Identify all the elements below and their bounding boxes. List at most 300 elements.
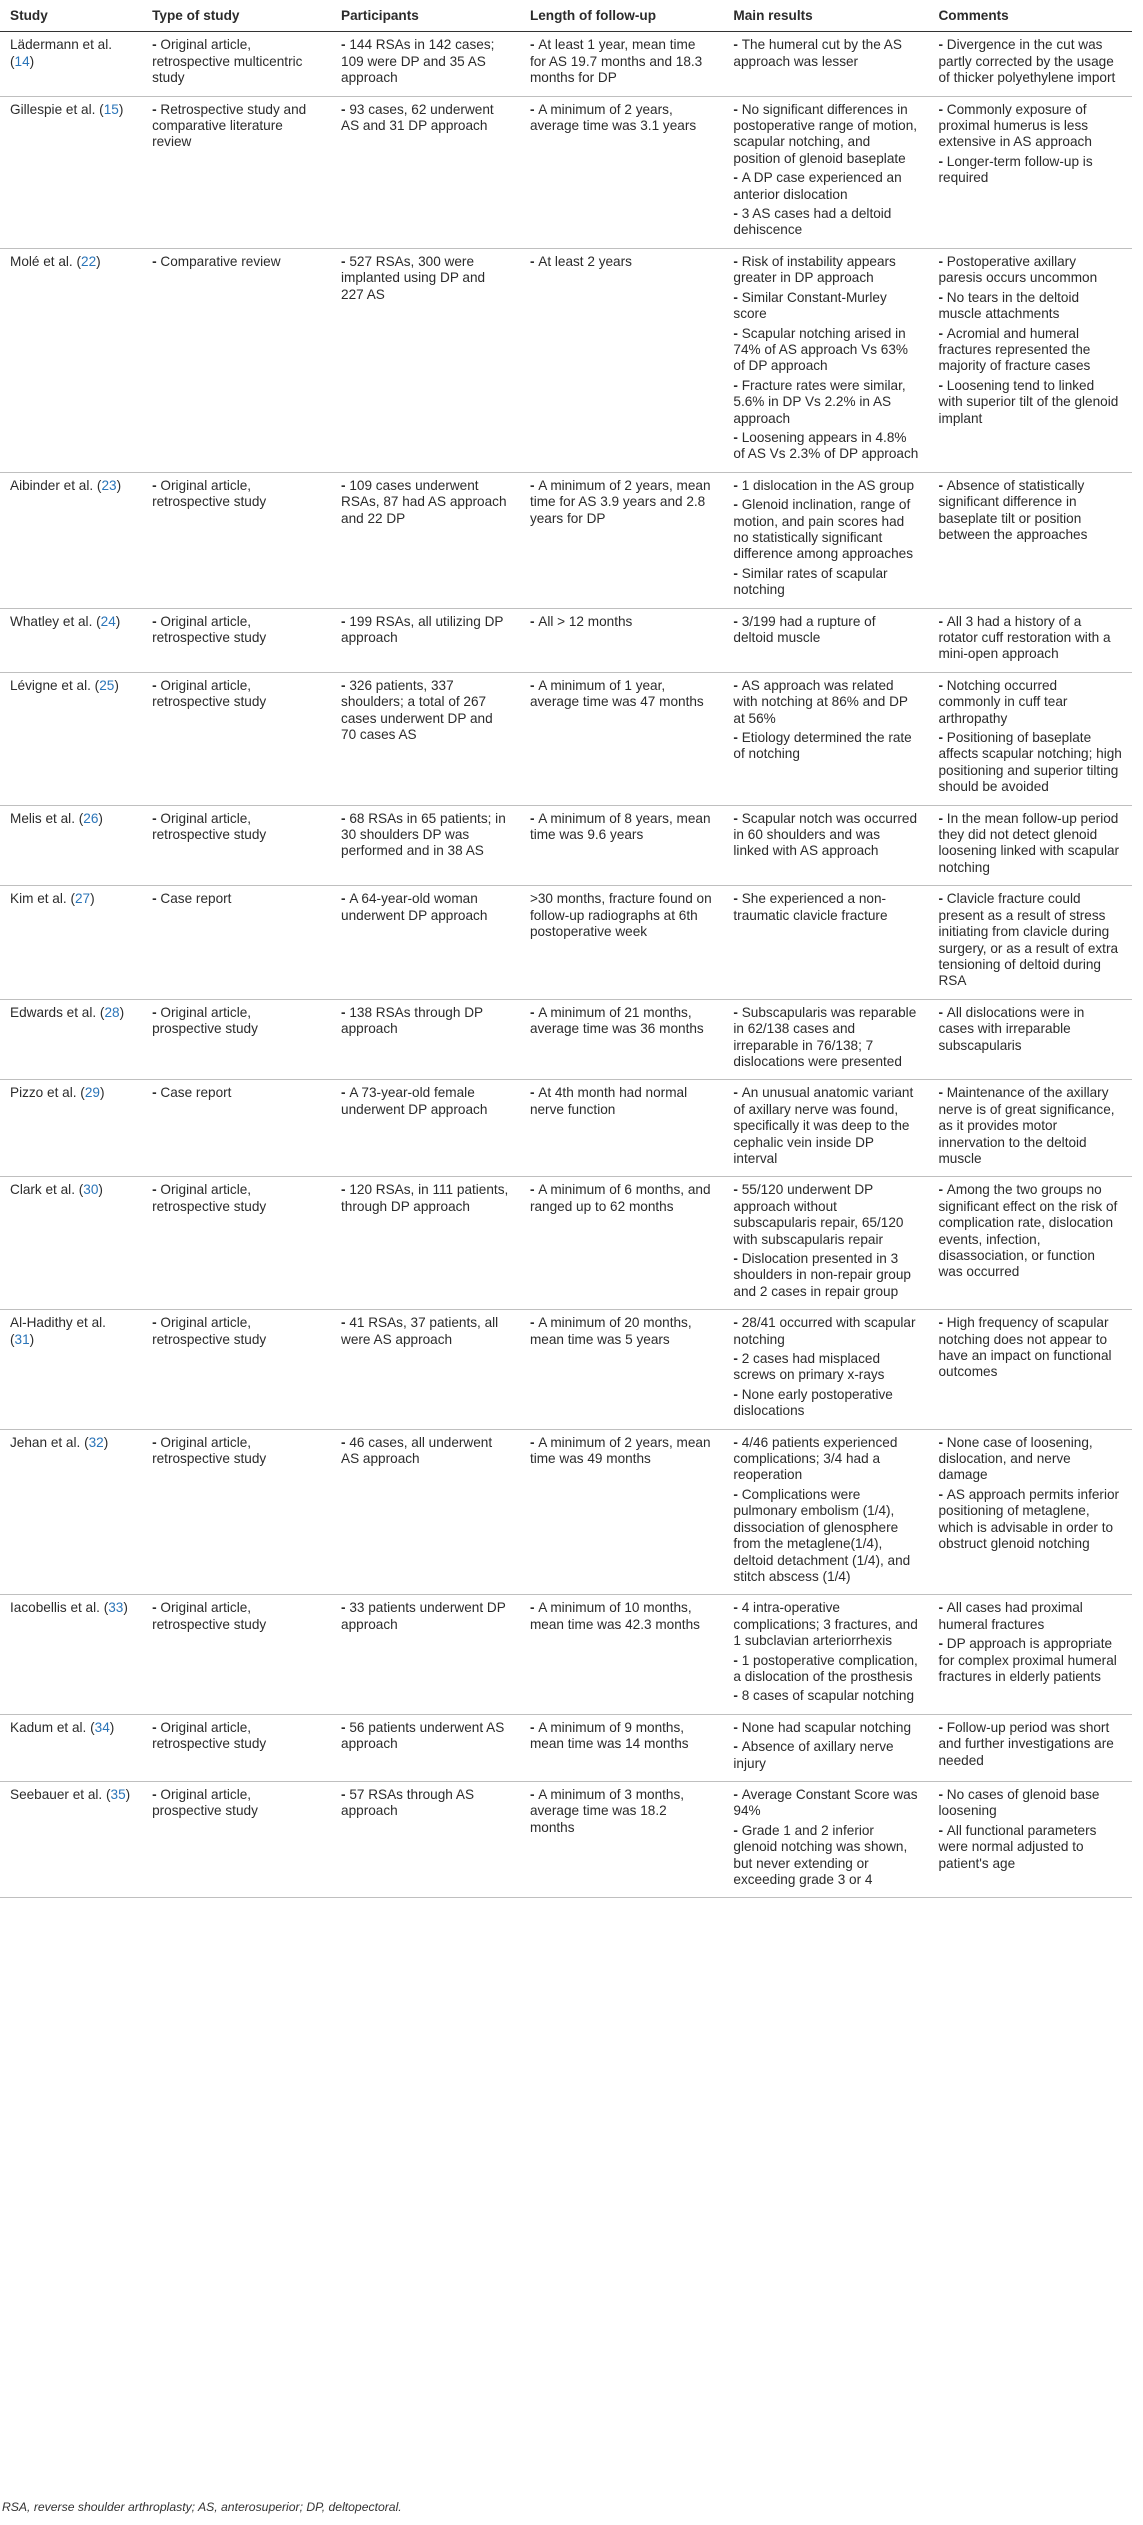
item-text: Original article, prospective study bbox=[152, 1786, 258, 1819]
participants-cell bbox=[331, 1177, 520, 1310]
item-text: 3 AS cases had a deltoid dehiscence bbox=[733, 206, 892, 238]
item-text: Etiology determined the rate of notching bbox=[733, 730, 912, 762]
results-cell bbox=[723, 1310, 928, 1429]
reference-link[interactable]: 23 bbox=[101, 477, 117, 493]
list-item bbox=[152, 1005, 321, 1038]
bullet-dash: - bbox=[152, 891, 161, 907]
results-cell bbox=[723, 248, 928, 472]
header-row bbox=[0, 0, 1132, 32]
item-text: The humeral cut by the AS approach was lesser bbox=[733, 37, 902, 69]
reference-link[interactable]: 30 bbox=[83, 1182, 99, 1198]
bullet-dash: - bbox=[733, 565, 742, 581]
list-item bbox=[733, 1435, 918, 1484]
item-text: Clavicle fracture could present as a result of stress initiating from clavicle during surgery, or as a result of extra tensioning of deltoid during RSA bbox=[938, 891, 1119, 989]
item-text: A minimum of 8 years, mean time was 9.6 years bbox=[529, 810, 711, 843]
item-text: Retrospective study and comparative literature review bbox=[152, 101, 307, 150]
item-text: 93 cases, 62 underwent AS and 31 DP approach bbox=[341, 101, 494, 134]
bullet-dash: - bbox=[341, 1786, 350, 1802]
list-item bbox=[938, 102, 1122, 151]
bullet-dash: - bbox=[733, 253, 742, 269]
followup-cell bbox=[520, 1310, 723, 1429]
item-text: At 4th month had normal nerve function bbox=[529, 1085, 688, 1117]
results-cell bbox=[723, 472, 928, 608]
list-item bbox=[152, 254, 321, 270]
comments-cell bbox=[928, 1714, 1132, 1781]
item-text: 1 dislocation in the AS group bbox=[741, 477, 915, 493]
type-cell bbox=[142, 248, 331, 472]
bullet-dash: - bbox=[152, 1600, 161, 1616]
list-item bbox=[938, 1182, 1122, 1280]
bullet-dash: - bbox=[938, 891, 947, 907]
study-cell: Seebauer et al. (35) bbox=[0, 1781, 142, 1897]
item-text: Risk of instability appears greater in DP approach bbox=[733, 253, 896, 286]
bullet-dash: - bbox=[733, 1719, 742, 1735]
header-comments: Comments bbox=[928, 0, 1132, 32]
participants-cell bbox=[331, 608, 520, 672]
comments-cell bbox=[928, 999, 1132, 1080]
bullet-dash: - bbox=[733, 1386, 742, 1402]
item-text: 33 patients underwent DP approach bbox=[341, 1600, 506, 1632]
study-cell: Clark et al. (30) bbox=[0, 1177, 142, 1310]
bullet-dash: - bbox=[152, 810, 161, 826]
results-cell bbox=[723, 1781, 928, 1897]
list-item bbox=[733, 378, 918, 427]
list-item bbox=[733, 1823, 918, 1889]
list-item bbox=[938, 1720, 1122, 1769]
reference-link[interactable]: 27 bbox=[74, 891, 91, 907]
bullet-dash: - bbox=[152, 253, 161, 269]
reference-link[interactable]: 32 bbox=[88, 1434, 104, 1450]
list-item bbox=[341, 254, 510, 303]
bullet-dash: - bbox=[938, 153, 947, 169]
list-item bbox=[152, 102, 321, 151]
table-row bbox=[0, 1595, 1132, 1714]
item-text: No cases of glenoid base loosening bbox=[938, 1786, 1100, 1819]
reference-link[interactable]: 29 bbox=[84, 1085, 100, 1101]
item-text: Original article, prospective study bbox=[152, 1004, 258, 1037]
item-text: A minimum of 6 months, and ranged up to 62 months bbox=[529, 1182, 711, 1214]
list-item bbox=[530, 1315, 713, 1348]
study-cell: Gillespie et al. (15) bbox=[0, 96, 142, 248]
bullet-dash: - bbox=[529, 613, 539, 629]
item-text: Positioning of baseplate affects scapular notching; high positioning and superior tilting should be avoided bbox=[938, 730, 1122, 795]
item-text: Loosening appears in 4.8% of AS Vs 2.3% of DP approach bbox=[733, 429, 919, 462]
type-cell bbox=[142, 886, 331, 999]
study-name: Jehan et al. bbox=[10, 1434, 81, 1450]
bullet-dash: - bbox=[733, 891, 742, 907]
bullet-dash: - bbox=[938, 101, 947, 117]
bullet-dash: - bbox=[152, 613, 161, 629]
bullet-dash: - bbox=[938, 1786, 947, 1802]
reference-link[interactable]: 25 bbox=[99, 677, 115, 693]
reference-link[interactable]: 34 bbox=[94, 1719, 110, 1735]
item-text: Among the two groups no significant effect on the risk of complication rate, dislocation events, infection, disassociation, or function was occurred bbox=[938, 1182, 1118, 1280]
list-item bbox=[938, 1315, 1122, 1381]
item-text: Grade 1 and 2 inferior glenoid notching was shown, but never extending or exceeding grade 3 or 4 bbox=[733, 1822, 908, 1887]
reference-link[interactable]: 33 bbox=[108, 1600, 124, 1616]
bullet-dash: - bbox=[733, 613, 742, 629]
reference-link[interactable]: 22 bbox=[81, 253, 97, 269]
bullet-dash: - bbox=[733, 1251, 742, 1266]
bullet-dash: - bbox=[938, 1636, 947, 1652]
list-item bbox=[530, 811, 713, 844]
item-text: Original article, retrospective multicentric study bbox=[152, 37, 303, 86]
item-text: 4/46 patients experienced complications; 3/4 had a reoperation bbox=[733, 1434, 898, 1483]
item-text: None case of loosening, dislocation, and nerve damage bbox=[938, 1434, 1093, 1483]
study-name: Seebauer et al. bbox=[10, 1786, 103, 1802]
bullet-dash: - bbox=[152, 477, 161, 493]
list-item bbox=[530, 478, 713, 527]
item-text: 138 RSAs through DP approach bbox=[341, 1004, 483, 1037]
bullet-dash: - bbox=[341, 891, 350, 907]
bullet-dash: - bbox=[938, 730, 947, 746]
list-item bbox=[733, 1351, 918, 1384]
list-item bbox=[530, 614, 713, 630]
bullet-dash: - bbox=[733, 810, 742, 826]
reference-link[interactable]: 31 bbox=[14, 1331, 30, 1347]
item-text: No tears in the deltoid muscle attachments bbox=[938, 289, 1080, 322]
item-text: Scapular notch was occurred in 60 shoulders and was linked with AS approach bbox=[733, 810, 918, 859]
bullet-dash: - bbox=[938, 377, 947, 393]
list-item bbox=[733, 1487, 918, 1585]
item-text: All dislocations were in cases with irreparable subscapularis bbox=[938, 1004, 1085, 1053]
item-text: A minimum of 2 years, average time was 3.1 years bbox=[529, 101, 697, 134]
bullet-dash: - bbox=[733, 325, 742, 341]
item-text: Average Constant Score was 94% bbox=[733, 1786, 918, 1819]
item-text: A minimum of 3 months, average time was 18.2 months bbox=[529, 1786, 685, 1835]
item-text: 46 cases, all underwent AS approach bbox=[341, 1434, 493, 1467]
table-row bbox=[0, 805, 1132, 886]
header-study: Study bbox=[0, 0, 142, 32]
list-item bbox=[152, 678, 321, 711]
bullet-dash: - bbox=[733, 1182, 742, 1198]
item-text: A minimum of 21 months, average time was 36 months bbox=[529, 1004, 704, 1037]
study-cell: Kadum et al. (34) bbox=[0, 1714, 142, 1781]
item-text: Original article, retrospective study bbox=[152, 1182, 267, 1214]
list-item bbox=[341, 1787, 510, 1820]
header-length-of-follow-up: Length of follow-up bbox=[520, 0, 723, 32]
reference-link[interactable]: 24 bbox=[100, 613, 116, 629]
bullet-dash: - bbox=[341, 1182, 350, 1198]
list-item bbox=[938, 154, 1122, 187]
list-item bbox=[938, 811, 1122, 877]
study-name: Whatley et al. bbox=[10, 613, 93, 629]
bullet-dash: - bbox=[938, 1486, 947, 1502]
followup-cell bbox=[520, 805, 723, 886]
list-item bbox=[341, 891, 510, 924]
table-row bbox=[0, 1714, 1132, 1781]
list-item bbox=[938, 1636, 1122, 1685]
results-cell bbox=[723, 1177, 928, 1310]
type-cell bbox=[142, 96, 331, 248]
study-name: Lädermann et al. bbox=[10, 37, 113, 53]
study-name: Edwards et al. bbox=[10, 1004, 97, 1020]
bullet-dash: - bbox=[152, 37, 161, 53]
item-text: 144 RSAs in 142 cases; 109 were DP and 35 AS approach bbox=[341, 37, 495, 86]
item-text: Acromial and humeral fractures represented the majority of fracture cases bbox=[938, 325, 1091, 374]
bullet-dash: - bbox=[341, 613, 350, 629]
item-text: A 64-year-old woman underwent DP approach bbox=[341, 891, 488, 923]
list-item bbox=[938, 1435, 1122, 1484]
list-item bbox=[938, 678, 1122, 727]
bullet-dash: - bbox=[152, 1085, 161, 1101]
bullet-dash: - bbox=[152, 1786, 161, 1802]
followup-cell bbox=[520, 248, 723, 472]
followup-cell bbox=[520, 96, 723, 248]
followup-cell bbox=[520, 1595, 723, 1714]
list-item bbox=[733, 290, 918, 323]
bullet-dash: - bbox=[529, 1434, 539, 1450]
bullet-dash: - bbox=[733, 206, 742, 222]
list-item bbox=[733, 1182, 918, 1248]
results-cell bbox=[723, 96, 928, 248]
item-text: Original article, retrospective study bbox=[152, 810, 267, 843]
study-cell: Kim et al. (27) bbox=[0, 886, 142, 999]
item-text: A minimum of 10 months, mean time was 42.3 months bbox=[529, 1600, 700, 1632]
participants-cell bbox=[331, 805, 520, 886]
reference-link[interactable]: 15 bbox=[103, 101, 119, 117]
comments-cell bbox=[928, 805, 1132, 886]
results-cell bbox=[723, 1429, 928, 1595]
study-cell: Melis et al. (26) bbox=[0, 805, 142, 886]
item-text: Original article, retrospective study bbox=[152, 1600, 267, 1632]
list-item bbox=[733, 1653, 918, 1686]
bullet-dash: - bbox=[938, 1004, 947, 1020]
reference-link[interactable]: 35 bbox=[110, 1786, 126, 1802]
bullet-dash: - bbox=[938, 1182, 947, 1198]
participants-cell bbox=[331, 32, 520, 96]
bullet-dash: - bbox=[733, 1600, 742, 1616]
item-text: AS approach was related with notching at 86% and DP at 56% bbox=[733, 677, 908, 726]
bullet-dash: - bbox=[341, 1434, 350, 1450]
bullet-dash: - bbox=[529, 253, 539, 269]
item-text: 41 RSAs, 37 patients, all were AS approach bbox=[341, 1315, 499, 1347]
comments-cell bbox=[928, 248, 1132, 472]
item-text: She experienced a non-traumatic clavicle fracture bbox=[733, 891, 888, 923]
comments-cell bbox=[928, 1310, 1132, 1429]
bullet-dash: - bbox=[152, 677, 161, 693]
comments-cell bbox=[928, 96, 1132, 248]
list-item bbox=[733, 1720, 918, 1736]
bullet-dash: - bbox=[341, 1315, 350, 1331]
bullet-dash: - bbox=[341, 253, 350, 269]
comments-cell bbox=[928, 32, 1132, 96]
comments-cell bbox=[928, 886, 1132, 999]
list-item bbox=[733, 614, 918, 647]
bullet-dash: - bbox=[733, 1652, 742, 1668]
list-item bbox=[733, 1739, 918, 1772]
bullet-dash: - bbox=[938, 253, 947, 269]
item-text: All functional parameters were normal adjusted to patient's age bbox=[938, 1822, 1097, 1871]
bullet-dash: - bbox=[341, 677, 350, 693]
table-header bbox=[0, 0, 1132, 32]
item-text: AS approach permits inferior positioning of metaglene, which is advisable in order to obstruct glenoid notching bbox=[938, 1486, 1120, 1552]
table-row bbox=[0, 1177, 1132, 1310]
table-row bbox=[0, 32, 1132, 96]
type-cell bbox=[142, 1310, 331, 1429]
bullet-dash: - bbox=[938, 677, 947, 693]
item-text: None had scapular notching bbox=[741, 1719, 912, 1735]
item-text: 109 cases underwent RSAs, 87 had AS approach and 22 DP bbox=[341, 477, 507, 526]
list-item bbox=[341, 614, 510, 647]
list-item bbox=[341, 678, 510, 744]
item-text: A minimum of 20 months, mean time was 5 years bbox=[529, 1315, 692, 1347]
item-text: 68 RSAs in 65 patients; in 30 shoulders DP was performed and in 38 AS bbox=[341, 810, 506, 859]
type-cell bbox=[142, 805, 331, 886]
list-item bbox=[733, 1688, 918, 1704]
participants-cell bbox=[331, 1595, 520, 1714]
list-item bbox=[530, 1600, 713, 1633]
list-item bbox=[530, 1005, 713, 1038]
bullet-dash: - bbox=[733, 1315, 742, 1331]
item-text: Commonly exposure of proximal humerus is less extensive in AS approach bbox=[938, 101, 1092, 150]
item-text: No significant differences in postoperative range of motion, scapular notching, and position of glenoid baseplate bbox=[733, 101, 918, 166]
list-item bbox=[733, 1787, 918, 1820]
item-text: High frequency of scapular notching does not appear to have an impact on functional outcomes bbox=[938, 1315, 1112, 1380]
bullet-dash: - bbox=[733, 677, 742, 693]
reference-link[interactable]: 26 bbox=[83, 810, 99, 826]
type-cell bbox=[142, 608, 331, 672]
item-text: Glenoid inclination, range of motion, and pain scores had no statistically significant difference among approaches bbox=[733, 497, 914, 562]
list-item bbox=[938, 1005, 1122, 1054]
list-item bbox=[938, 478, 1122, 544]
list-item bbox=[733, 37, 918, 70]
comments-cell bbox=[928, 1595, 1132, 1714]
reference-link[interactable]: 28 bbox=[104, 1004, 120, 1020]
bullet-dash: - bbox=[733, 1739, 742, 1755]
list-item bbox=[341, 37, 510, 86]
bullet-dash: - bbox=[733, 37, 742, 53]
list-item bbox=[152, 37, 321, 86]
list-item bbox=[733, 1387, 918, 1420]
comments-cell bbox=[928, 472, 1132, 608]
followup-cell bbox=[520, 32, 723, 96]
study-name: Lévigne et al. bbox=[10, 677, 91, 693]
bullet-dash: - bbox=[733, 1085, 742, 1101]
bullet-dash: - bbox=[938, 1719, 947, 1735]
type-cell bbox=[142, 32, 331, 96]
list-item bbox=[152, 1315, 321, 1348]
list-item bbox=[341, 102, 510, 135]
item-text: 57 RSAs through AS approach bbox=[341, 1786, 475, 1819]
item-text: Original article, retrospective study bbox=[152, 1315, 267, 1347]
item-text: Case report bbox=[160, 891, 232, 907]
list-item bbox=[530, 1182, 713, 1215]
bullet-dash: - bbox=[733, 1351, 742, 1367]
item-text: Complications were pulmonary embolism (1/4), dissociation of glenosphere from the metaglene(1/4), deltoid detachment (1/4), and stitch abscess (1/4) bbox=[733, 1486, 911, 1584]
list-item bbox=[341, 1085, 510, 1118]
list-item bbox=[733, 206, 918, 239]
item-text: At least 1 year, mean time for AS 19.7 months and 18.3 months for DP bbox=[529, 37, 703, 86]
bullet-dash: - bbox=[733, 289, 742, 305]
type-cell bbox=[142, 1177, 331, 1310]
bullet-dash: - bbox=[529, 677, 539, 693]
table-row bbox=[0, 1310, 1132, 1429]
participants-cell bbox=[331, 672, 520, 805]
results-cell bbox=[723, 1714, 928, 1781]
participants-cell bbox=[331, 1714, 520, 1781]
type-cell bbox=[142, 1595, 331, 1714]
followup-cell bbox=[520, 608, 723, 672]
bullet-dash: - bbox=[341, 101, 350, 117]
bullet-dash: - bbox=[529, 1085, 539, 1101]
followup-cell bbox=[520, 886, 723, 999]
item-text: A minimum of 1 year, average time was 47 months bbox=[529, 677, 704, 710]
list-item bbox=[341, 1720, 510, 1753]
results-cell bbox=[723, 32, 928, 96]
bullet-dash: - bbox=[733, 429, 742, 445]
list-item bbox=[733, 730, 918, 763]
table-row bbox=[0, 1080, 1132, 1177]
list-item bbox=[530, 102, 713, 135]
comments-cell bbox=[928, 1080, 1132, 1177]
item-text: Follow-up period was short and further investigations are needed bbox=[938, 1719, 1114, 1768]
bullet-dash: - bbox=[733, 1688, 742, 1704]
list-item bbox=[733, 1005, 918, 1071]
bullet-dash: - bbox=[938, 325, 947, 341]
item-text: >30 months, fracture found on follow-up radiographs at 6th postoperative week bbox=[529, 891, 712, 940]
item-text: Divergence in the cut was partly corrected by the usage of thicker polyethylene import bbox=[938, 37, 1116, 86]
participants-cell bbox=[331, 1310, 520, 1429]
type-cell bbox=[142, 1714, 331, 1781]
list-item bbox=[152, 1787, 321, 1820]
item-text: Dislocation presented in 3 shoulders in non-repair group and 2 cases in repair group bbox=[733, 1251, 911, 1299]
followup-cell bbox=[520, 1714, 723, 1781]
item-text: At least 2 years bbox=[538, 253, 632, 269]
bullet-dash: - bbox=[152, 1719, 161, 1735]
type-cell bbox=[142, 672, 331, 805]
list-item bbox=[530, 254, 713, 270]
item-text: Postoperative axillary paresis occurs uncommon bbox=[938, 253, 1098, 286]
list-item bbox=[530, 678, 713, 711]
reference-link[interactable]: 14 bbox=[14, 53, 30, 69]
participants-cell bbox=[331, 999, 520, 1080]
list-item bbox=[938, 1487, 1122, 1553]
bullet-dash: - bbox=[152, 101, 161, 117]
list-item bbox=[733, 1600, 918, 1649]
bullet-dash: - bbox=[529, 1600, 539, 1616]
item-text: 527 RSAs, 300 were implanted using DP and 227 AS bbox=[341, 253, 486, 302]
item-text: Original article, retrospective study bbox=[152, 677, 267, 710]
list-item bbox=[733, 1085, 918, 1167]
bullet-dash: - bbox=[733, 497, 742, 513]
list-item bbox=[938, 378, 1122, 427]
table-row bbox=[0, 886, 1132, 999]
item-text: All > 12 months bbox=[538, 613, 633, 629]
item-text: 199 RSAs, all utilizing DP approach bbox=[341, 613, 504, 645]
bullet-dash: - bbox=[733, 477, 742, 493]
participants-cell bbox=[331, 886, 520, 999]
item-text: DP approach is appropriate for complex proximal humeral fractures in elderly patients bbox=[938, 1636, 1117, 1684]
list-item bbox=[152, 1085, 321, 1101]
followup-cell bbox=[520, 1080, 723, 1177]
table-row bbox=[0, 608, 1132, 672]
followup-cell bbox=[520, 1429, 723, 1595]
bullet-dash: - bbox=[341, 810, 350, 826]
bullet-dash: - bbox=[938, 613, 947, 629]
bullet-dash: - bbox=[733, 1786, 742, 1802]
bullet-dash: - bbox=[529, 1315, 539, 1331]
list-item bbox=[733, 478, 918, 494]
list-item bbox=[733, 891, 918, 924]
bullet-dash: - bbox=[938, 1085, 947, 1101]
bullet-dash: - bbox=[341, 1085, 350, 1101]
study-name: Kadum et al. bbox=[10, 1719, 87, 1735]
item-text: Scapular notching arised in 74% of AS approach Vs 63% of DP approach bbox=[733, 325, 908, 374]
header-type-of-study: Type of study bbox=[142, 0, 331, 32]
comments-cell bbox=[928, 1429, 1132, 1595]
study-cell: Whatley et al. (24) bbox=[0, 608, 142, 672]
